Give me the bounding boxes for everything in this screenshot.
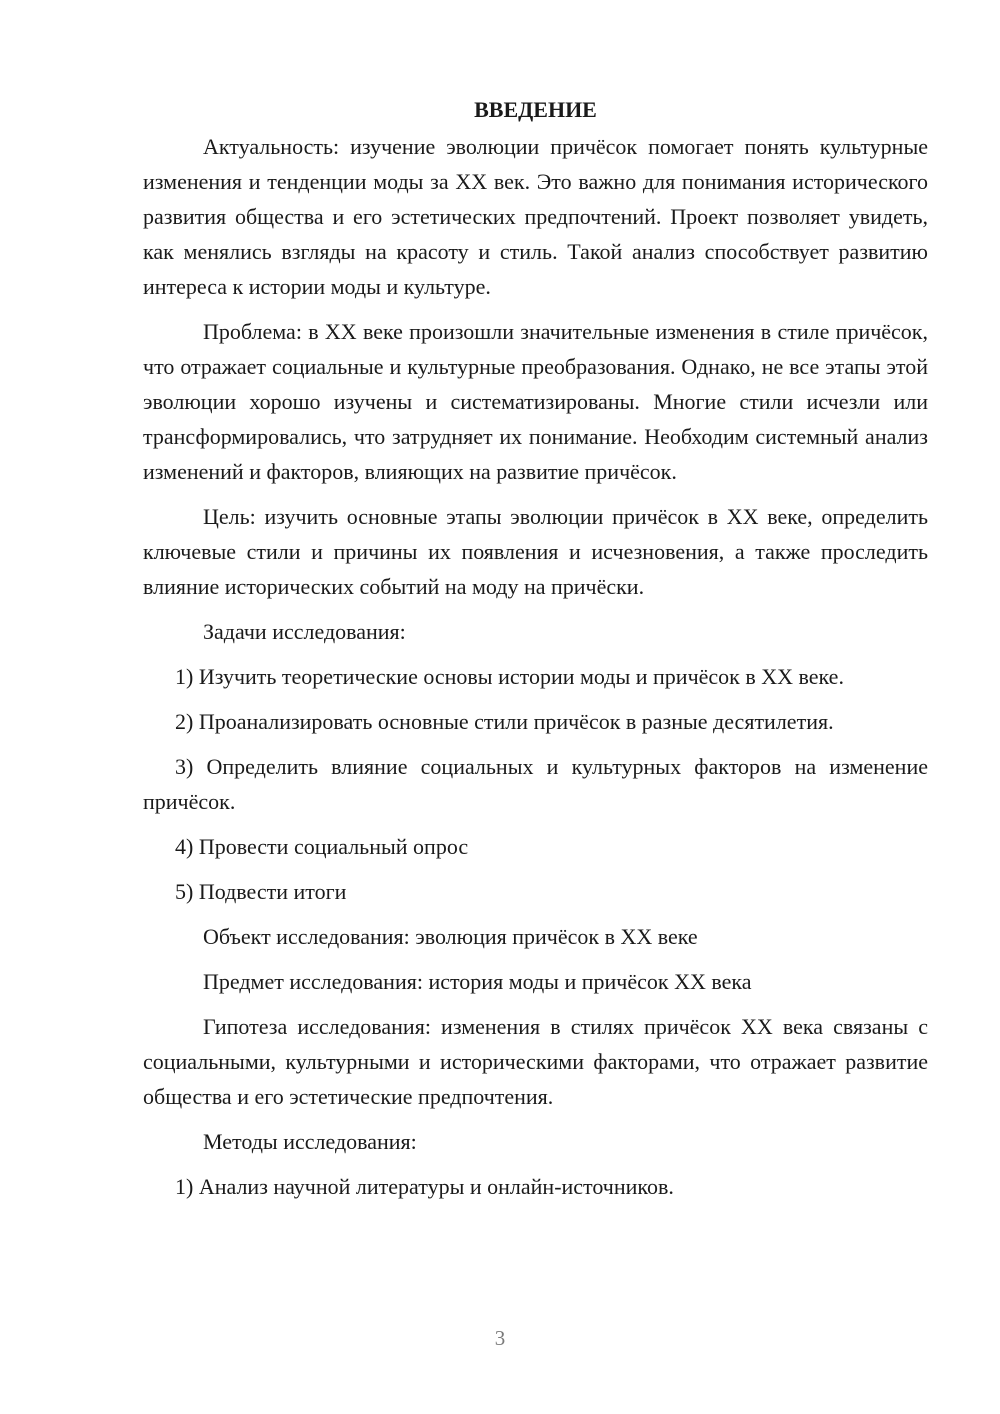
paragraph-subject: Предмет исследования: история моды и причёсок XX века [203, 969, 752, 994]
section-title: ВВЕДЕНИЕ [474, 97, 597, 122]
document-page [143, 95, 928, 1214]
paragraph-methods-heading: Методы исследования: [203, 1129, 417, 1154]
list-item-task-4: 4) Провести социальный опрос [175, 834, 469, 859]
list-item-task-1: 1) Изучить теоретические основы истории моды и причёсок в XX веке. [175, 664, 844, 689]
page-number: 3 [494, 1326, 506, 1350]
paragraph-relevance: Актуальность: изучение эволюции причёсок помогает понять культурные изменения и тенденции моды за XX век. Это важно для понимания исторического развития общества и его эстетических предпочтений. Проект позволяет увидеть, как менялись взгляды на красоту и стиль. Такой анализ способствует развитию интереса к истории моды и культуре. [143, 134, 928, 299]
paragraph-tasks-heading: Задачи исследования: [203, 619, 406, 644]
paragraph-hypothesis: Гипотеза исследования: изменения в стилях причёсок XX века связаны с социальными, культурными и историческими факторами, что отражает развитие общества и его эстетические предпочтения. [143, 1014, 928, 1109]
paragraph-object: Объект исследования: эволюция причёсок в XX веке [203, 924, 698, 949]
paragraph-problem: Проблема: в XX веке произошли значительные изменения в стиле причёсок, что отражает социальные и культурные преобразования. Однако, не все этапы этой эволюции хорошо изучены и систематизированы. Многие стили исчезли или трансформировались, что затрудняет их понимание. Необходим системный анализ изменений и факторов, влияющих на развитие причёсок. [143, 319, 928, 484]
list-item-task-5: 5) Подвести итоги [175, 879, 347, 904]
paragraph-goal: Цель: изучить основные этапы эволюции причёсок в XX веке, определить ключевые стили и причины их появления и исчезновения, а также проследить влияние исторических событий на моду на причёски. [143, 504, 928, 599]
list-item-task-2: 2) Проанализировать основные стили причёсок в разные десятилетия. [175, 709, 834, 734]
list-item-method-1: 1) Анализ научной литературы и онлайн-источников. [175, 1174, 674, 1199]
list-item-task-3: 3) Определить влияние социальных и культурных факторов на изменение причёсок. [143, 754, 928, 814]
